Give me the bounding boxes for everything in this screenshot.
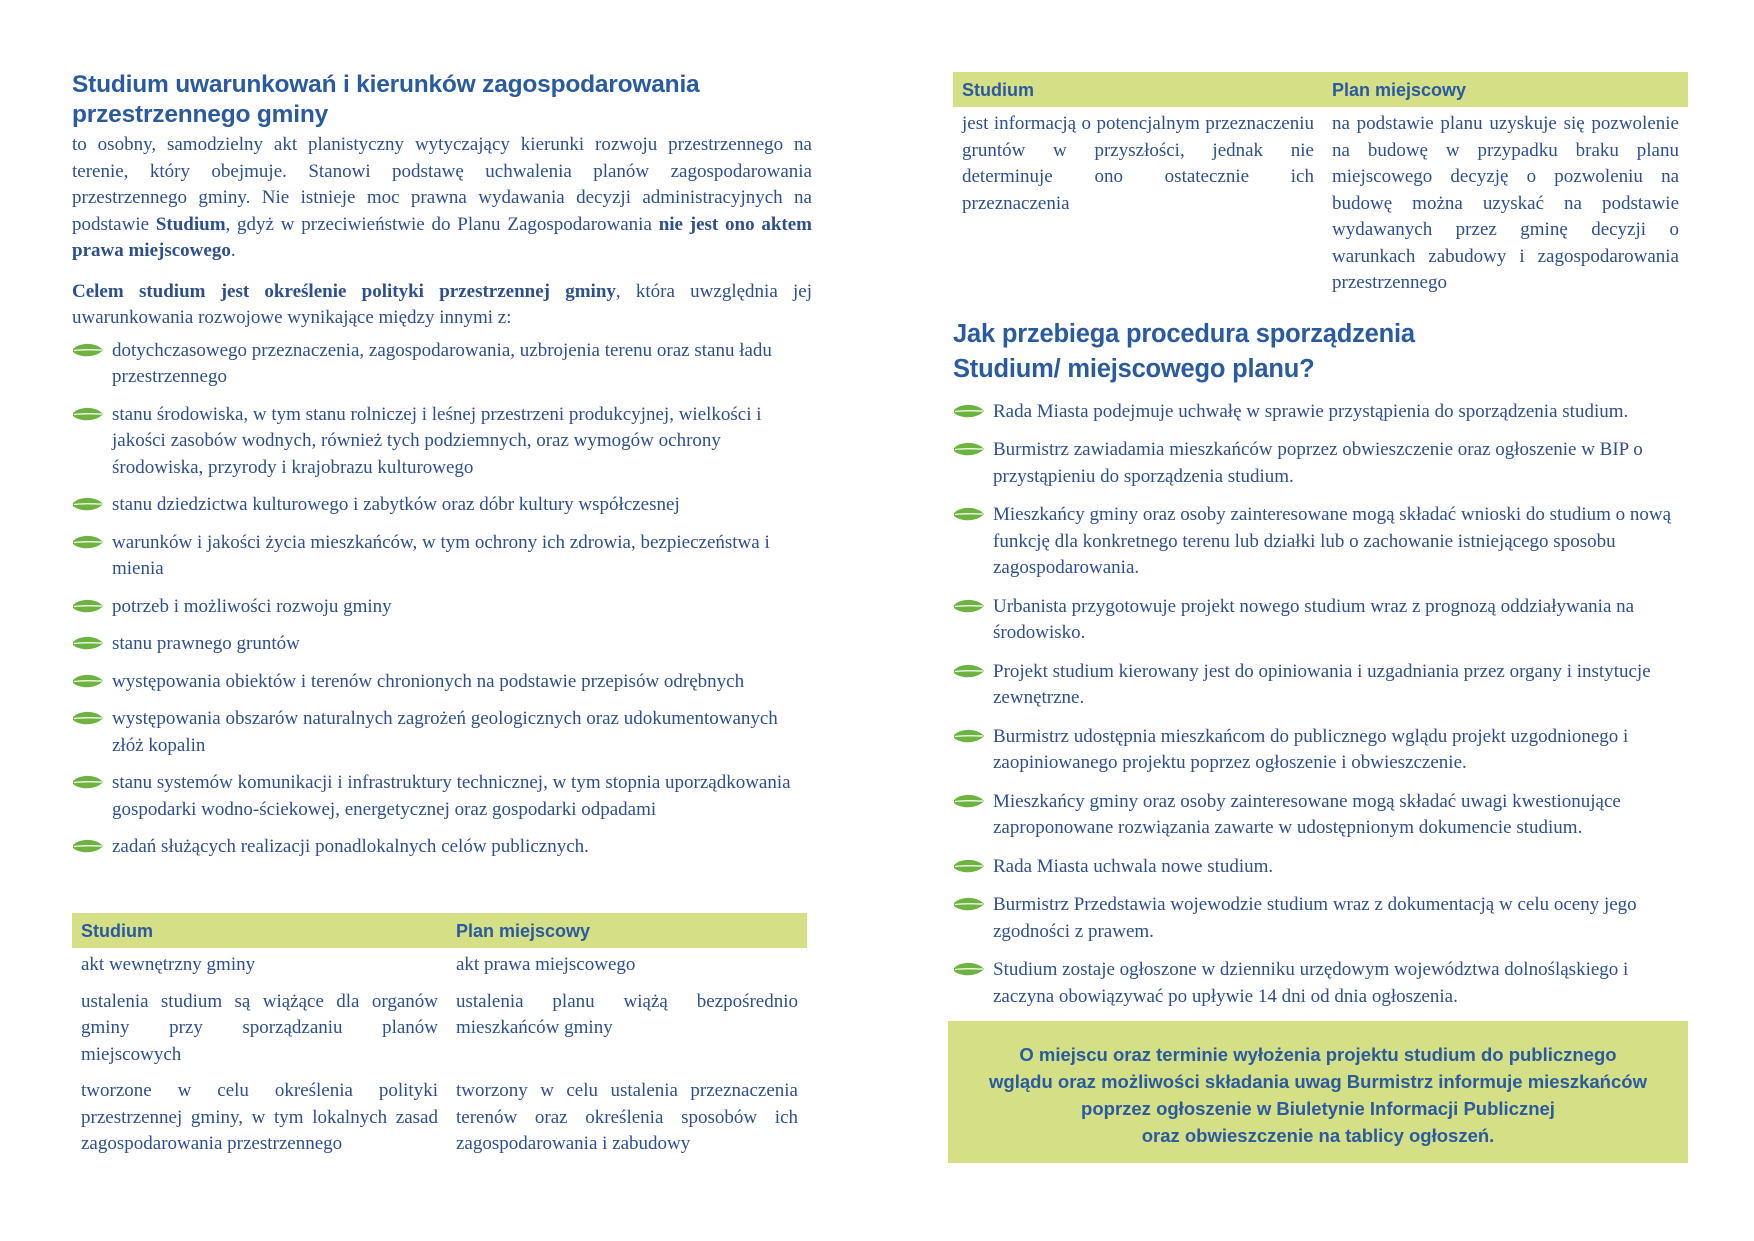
list-item	[953, 399, 1688, 426]
cell-studium: ustalenia studium są wiążące dla organów gminy przy sporządzaniu planów miejscowych	[81, 990, 438, 1065]
cell-plan: akt prawa miejscowego	[456, 954, 636, 975]
conditions-list	[72, 338, 812, 861]
procedure-title	[953, 317, 1688, 387]
leaf-bullet-icon	[953, 859, 985, 874]
studium-title	[72, 70, 812, 130]
list-item-text: Mieszkańcy gminy oraz osoby zainteresowane mogą składać uwagi kwestionujące zaproponowane rozwiązania zawarte w udostępnionym dokumencie studium.	[993, 790, 1621, 838]
cell-studium: akt wewnętrzny gminy	[81, 954, 256, 975]
list-item-text: warunków i jakości życia mieszkańców, w tym ochrony ich zdrowia, bezpieczeństwa i mienia	[112, 531, 770, 579]
table-header-plan: Plan miejscowy	[447, 913, 807, 948]
procedure-steps-list	[953, 399, 1688, 1011]
list-item	[72, 706, 812, 759]
list-item-text: Burmistrz udostępnia mieszkańcom do publicznego wglądu projekt uzgodnionego i zaopiniowanego projektu poprzez ogłoszenie i obwieszczenie.	[993, 725, 1629, 773]
list-item	[953, 659, 1688, 712]
list-item	[953, 892, 1688, 945]
table-row	[72, 1068, 807, 1158]
list-item	[72, 492, 812, 519]
notice-line: oraz obwieszczenie na tablicy ogłoszeń.	[1141, 1125, 1495, 1146]
list-item	[953, 594, 1688, 647]
list-item-text: Projekt studium kierowany jest do opiniowania i uzgadniania przez organy i instytucje zewnętrzne.	[993, 660, 1651, 708]
cell-plan: na podstawie planu uzyskuje się pozwolenie na budowę w przypadku braku planu miejscowego decyzję o pozwoleniu na budowę można uzyskać na podstawie wydawanych przez gminę decyzji o warunkach zabudowy i zagospodarowania przestrzennego	[1332, 113, 1679, 293]
table-header-studium: Studium	[953, 72, 1323, 107]
list-item-text: Rada Miasta podejmuje uchwałę w sprawie przystąpienia do sporządzenia studium.	[993, 400, 1629, 422]
list-item-text: potrzeb i możliwości rozwoju gminy	[112, 595, 392, 617]
table-header-row	[953, 72, 1688, 107]
leaf-bullet-icon	[72, 535, 104, 550]
studium-title-line2: przestrzennego gminy	[72, 101, 329, 128]
list-item	[72, 631, 812, 658]
list-item-text: Burmistrz Przedstawia wojewodzie studium wraz z dokumentacją w celu oceny jego zgodności z prawem.	[993, 894, 1637, 942]
list-item	[72, 402, 812, 482]
table-row	[953, 107, 1688, 297]
list-item	[953, 724, 1688, 777]
leaf-bullet-icon	[72, 636, 104, 651]
table-header-row	[72, 913, 807, 948]
list-item-text: występowania obszarów naturalnych zagrożeń geologicznych oraz udokumentowanych złóż kopalin	[112, 708, 778, 756]
cell-plan: tworzony w celu ustalenia przeznaczenia terenów oraz określenia sposobów ich zagospodarowania i zabudowy	[456, 1080, 798, 1154]
leaf-bullet-icon	[953, 897, 985, 912]
list-item-text: występowania obiektów i terenów chronionych na podstawie przepisów odrębnych	[112, 670, 745, 692]
list-item	[953, 789, 1688, 842]
list-item-text: stanu systemów komunikacji i infrastruktury technicznej, w tym stopnia uporządkowania gospodarki wodno-ściekowej, energetycznej oraz gospodarki odpadami	[112, 772, 791, 820]
studium-goal-paragraph	[72, 279, 812, 332]
table-header-plan: Plan miejscowy	[1323, 72, 1688, 107]
leaf-bullet-icon	[72, 711, 104, 726]
goal-bold: Celem studium jest określenie polityki przestrzennej gminy	[72, 280, 616, 302]
list-item-text: dotychczasowego przeznaczenia, zagospodarowania, uzbrojenia terenu oraz stanu ładu przestrzennego	[112, 339, 772, 387]
intro-text: to osobny, samodzielny akt planistyczny wytyczający kierunki rozwoju przestrzennego na terenie, który obejmuje. Stanowi podstawę uchwalenia planów zagospodarowania przestrzennego gminy. Nie istnieje moc prawna wydawania decyzji administracyjnych na podstawie	[72, 134, 812, 235]
studium-title-line1: Studium uwarunkowań i kierunków zagospodarowania	[72, 71, 700, 98]
leaf-bullet-icon	[72, 407, 104, 422]
list-item	[72, 594, 812, 621]
notice-line: poprzez ogłoszenie w Biuletynie Informacji Publicznej	[1081, 1098, 1555, 1119]
leaf-bullet-icon	[953, 404, 985, 419]
leaf-bullet-icon	[72, 775, 104, 790]
list-item-text: Burmistrz zawiadamia mieszkańców poprzez obwieszczenie oraz ogłoszenie w BIP o przystąpieniu do sporządzenia studium.	[993, 439, 1643, 487]
notice-box	[948, 1021, 1688, 1163]
leaf-bullet-icon	[72, 497, 104, 512]
intro-bold-not-local-law: nie jest ono aktem prawa miejscowego	[72, 213, 813, 261]
intro-text-2: , gdyż w przeciwieństwie do Planu Zagospodarowania	[225, 213, 659, 235]
list-item	[953, 502, 1688, 582]
list-item	[72, 530, 812, 583]
list-item	[72, 669, 812, 696]
list-item-text: stanu prawnego gruntów	[112, 633, 300, 654]
notice-line: O miejscu oraz terminie wyłożenia projektu studium do publicznego	[1019, 1044, 1617, 1065]
list-item-text: Urbanista przygotowuje projekt nowego studium wraz z prognozą oddziaływania na środowisko.	[993, 595, 1635, 643]
list-item-text: zadań służących realizacji ponadlokalnych celów publicznych.	[112, 836, 589, 857]
procedure-title-line1: Jak przebiega procedura sporządzenia	[953, 319, 1415, 348]
studium-vs-plan-table-2	[953, 72, 1688, 297]
leaf-bullet-icon	[953, 664, 985, 679]
cell-studium: jest informacją o potencjalnym przeznaczeniu gruntów w przyszłości, jednak nie determinuje ono ostatecznie ich przeznaczenia	[962, 113, 1314, 214]
cell-plan: ustalenia planu wiążą bezpośrednio mieszkańców gminy	[456, 990, 798, 1038]
goal-text: , która uwzględnia jej uwarunkowania rozwojowe wynikające między innymi z:	[72, 280, 812, 328]
leaf-bullet-icon	[72, 839, 104, 854]
list-item	[72, 770, 812, 823]
leaf-bullet-icon	[953, 729, 985, 744]
list-item-text: stanu środowiska, w tym stanu rolniczej i leśnej przestrzeni produkcyjnej, wielkości i jakości zasobów wodnych, również tych podziemnych, oraz wymogów ochrony środowiska, przyrody i krajobrazu kulturowego	[112, 403, 762, 478]
list-item	[72, 834, 812, 861]
leaf-bullet-icon	[72, 599, 104, 614]
table-header-studium: Studium	[72, 913, 447, 948]
list-item-text: stanu dziedzictwa kulturowego i zabytków oraz dóbr kultury współczesnej	[112, 494, 680, 515]
table-row	[72, 979, 807, 1069]
intro-text-3: .	[230, 240, 236, 261]
right-column	[953, 72, 1688, 1022]
procedure-title-line2: Studium/ miejscowego planu?	[953, 354, 1315, 383]
cell-studium: tworzone w celu określenia polityki przestrzennej gminy, w tym lokalnych zasad zagospodarowania przestrzennego	[81, 1080, 438, 1154]
leaf-bullet-icon	[953, 599, 985, 614]
table-row	[72, 948, 807, 979]
studium-vs-plan-table	[72, 913, 807, 1158]
list-item-text: Studium zostaje ogłoszone w dzienniku urzędowym województwa dolnośląskiego i zaczyna obowiązywać po upływie 14 dni od dnia ogłoszenia.	[993, 959, 1629, 1007]
list-item	[953, 437, 1688, 490]
list-item	[953, 854, 1688, 881]
leaf-bullet-icon	[953, 962, 985, 977]
notice-line: wglądu oraz możliwości składania uwag Burmistrz informuje mieszkańców	[989, 1071, 1647, 1092]
leaf-bullet-icon	[72, 343, 104, 358]
left-column	[72, 70, 813, 1154]
list-item	[72, 338, 812, 391]
list-item	[953, 957, 1688, 1010]
list-item-text: Mieszkańcy gminy oraz osoby zainteresowane mogą składać wnioski do studium o nową funkcję dla konkretnego terenu lub działki lub o zachowanie istniejącego sposobu zagospodarowania.	[993, 504, 1672, 578]
leaf-bullet-icon	[953, 507, 985, 522]
leaf-bullet-icon	[953, 794, 985, 809]
list-item-text: Rada Miasta uchwala nowe studium.	[993, 855, 1274, 877]
intro-bold-studium: Studium	[155, 213, 226, 235]
leaf-bullet-icon	[953, 442, 985, 457]
studium-intro-paragraph	[72, 132, 812, 265]
leaf-bullet-icon	[72, 674, 104, 689]
